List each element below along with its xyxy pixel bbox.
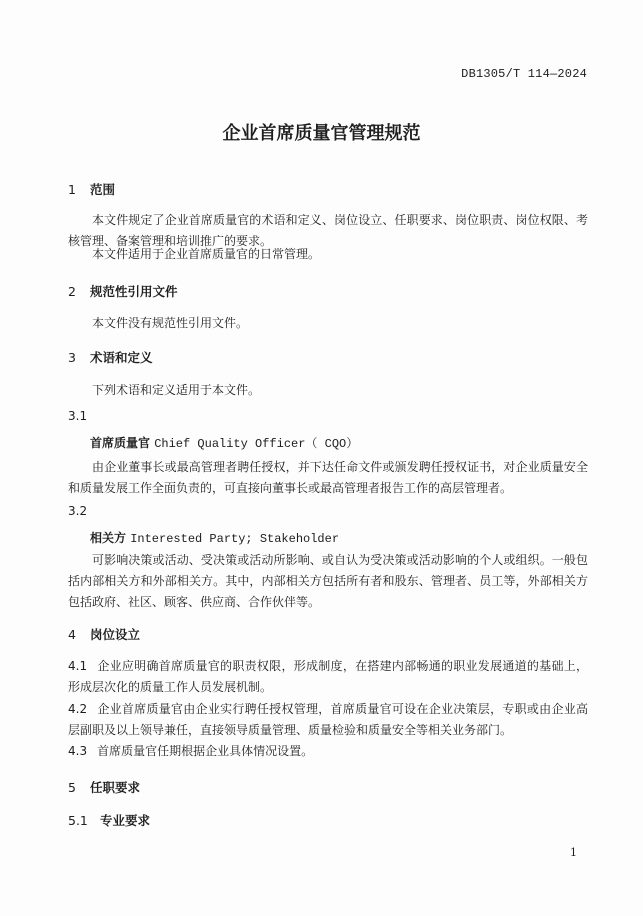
section-heading-4 xyxy=(68,625,140,643)
document-title: 企业首席质量官管理规范 xyxy=(222,123,421,144)
page-number: 1 xyxy=(570,846,577,859)
clause-text: 企业首席质量官由企业实行聘任授权管理，首席质量官可设在企业决策层，专职或由企业高层副职及以上领导兼任，直接领导质量管理、质量检验和质量安全等相关业务部门。 xyxy=(68,702,588,737)
subsection-number: 5.1 xyxy=(68,813,88,828)
term-english: Interested Party; Stakeholder xyxy=(130,532,340,546)
subsection-heading-5-1 xyxy=(68,811,150,829)
term-english: Chief Quality Officer（ CQO） xyxy=(154,437,359,451)
section-number: 4 xyxy=(68,627,76,642)
section-heading-3 xyxy=(68,348,153,366)
term-number: 3.2 xyxy=(68,504,88,518)
clause-number: 4.3 xyxy=(68,744,88,758)
clause-4-2 xyxy=(68,699,588,741)
term-entry xyxy=(90,529,339,546)
clause-number: 4.2 xyxy=(68,702,88,716)
paragraph: 本文件适用于企业首席质量官的日常管理。 xyxy=(92,247,321,261)
section-title: 术语和定义 xyxy=(90,350,153,365)
clause-4-3 xyxy=(68,741,588,762)
term-definition: 可影响决策或活动、受决策或活动所影响、或自认为受决策或活动影响的个人或组织。一般包括内部相关方和外部相关方。其中，内部相关方包括所有者和股东、管理者、员工等，外部相关方包括政府、社区、顾客、供应商、合作伙伴等。 xyxy=(68,553,588,609)
term-entry xyxy=(90,434,358,451)
document-number: DB1305/T 114—2024 xyxy=(461,67,587,81)
term-chinese: 相关方 xyxy=(90,531,127,545)
section-title: 任职要求 xyxy=(90,780,141,795)
clause-4-1 xyxy=(68,656,588,698)
paragraph: 下列术语和定义适用于本文件。 xyxy=(92,383,261,397)
subsection-title: 专业要求 xyxy=(100,813,151,828)
section-number: 3 xyxy=(68,350,76,365)
section-heading-1 xyxy=(68,180,115,198)
section-number: 5 xyxy=(68,780,76,795)
clause-text: 企业应明确首席质量官的职责权限，形成制度，在搭建内部畅通的职业发展通道的基础上，形成层次化的质量工作人员发展机制。 xyxy=(68,659,588,694)
clause-number: 4.1 xyxy=(68,659,88,673)
term-definition: 由企业董事长或最高管理者聘任授权，并下达任命文件或颁发聘任授权证书，对企业质量安全和质量发展工作全面负责的，可直接向董事长或最高管理者报告工作的高层管理者。 xyxy=(68,460,588,495)
term-chinese: 首席质量官 xyxy=(90,436,151,450)
section-title: 岗位设立 xyxy=(90,627,141,642)
paragraph: 本文件规定了企业首席质量官的术语和定义、岗位设立、任职要求、岗位职责、岗位权限、考核管理、备案管理和培训推广的要求。 xyxy=(68,213,588,248)
clause-text: 首席质量官任期根据企业具体情况设置。 xyxy=(97,744,314,758)
term-number: 3.1 xyxy=(68,409,88,423)
section-number: 1 xyxy=(68,182,76,197)
section-title: 范围 xyxy=(90,182,116,197)
section-number: 2 xyxy=(68,284,76,299)
paragraph: 本文件没有规范性引用文件。 xyxy=(92,316,249,330)
section-heading-2 xyxy=(68,282,178,300)
section-heading-5 xyxy=(68,778,140,796)
section-title: 规范性引用文件 xyxy=(90,284,178,299)
